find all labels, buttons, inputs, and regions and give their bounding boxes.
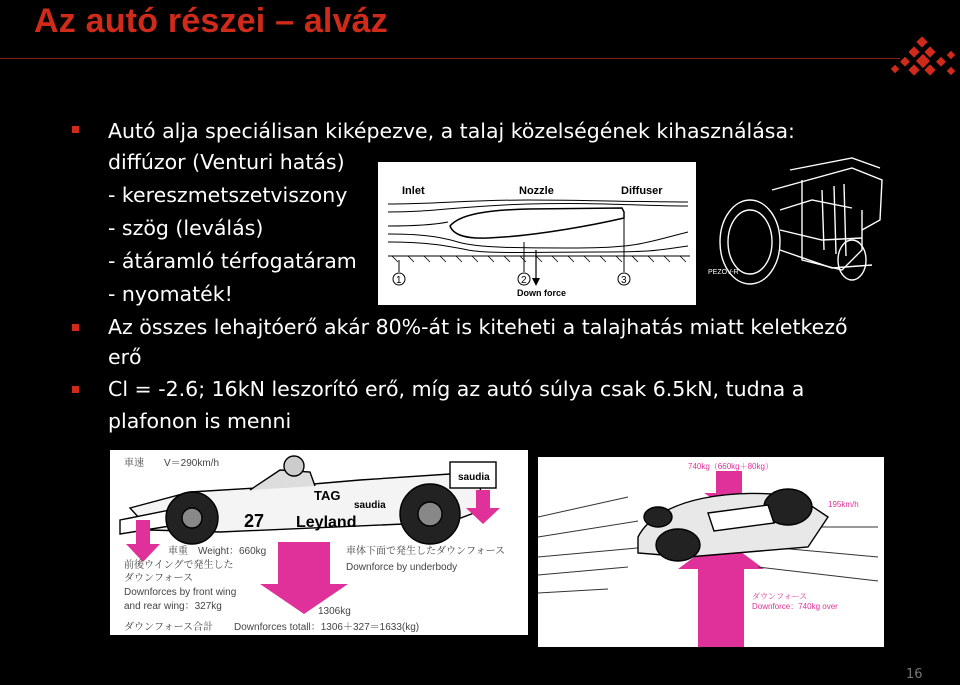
sketch-signature: PEZOV-R <box>708 269 739 276</box>
ceiling-down-jp: ダウンフォース <box>752 592 808 601</box>
bullet-text: Cl = -2.6; 16kN leszorító erő, míg az autó súlya csak 6.5kN, tudna a <box>108 377 805 401</box>
car-number: 27 <box>244 511 265 531</box>
bullet-marker <box>72 126 79 133</box>
page-number: 16 <box>906 667 923 682</box>
station-1: 1 <box>396 275 402 286</box>
car-sponsor: Leyland <box>296 514 357 531</box>
station-2: 2 <box>521 275 527 286</box>
ceiling-figure <box>538 457 884 647</box>
car-sponsor-3: TAG <box>314 488 341 503</box>
weight-jp: 車重 <box>168 546 188 557</box>
inlet-label: Inlet <box>402 185 425 197</box>
front-en-1: Downforces by front wing <box>124 587 237 598</box>
front-jp-1: 前後ウイングで発生した <box>124 560 234 571</box>
front-en-2: and rear wing：327kg <box>124 601 222 612</box>
bullet-text: Autó alja speciálisan kiképezve, a talaj közelségének kihasználása: <box>108 119 795 143</box>
bullet-text: Az összes lehajtóerő akár 80%-át is kiteheti a talajhatás miatt keletkező <box>108 315 848 339</box>
bullet-text: - szög (leválás) <box>108 216 264 240</box>
bullet-text: erő <box>108 345 142 369</box>
station-3: 3 <box>621 275 627 286</box>
weight-label: Weight：660kg <box>198 546 267 557</box>
underbody-en: Downforce by underbody <box>346 562 458 573</box>
nozzle-label: Nozzle <box>519 185 554 197</box>
front-jp-2: ダウンフォース <box>124 573 193 584</box>
downforce-label: Down force <box>517 288 567 298</box>
title-divider <box>0 58 900 59</box>
bullet-text: - nyomaték! <box>108 282 233 306</box>
underbody-value: 1306kg <box>318 606 351 617</box>
bullet-text: diffúzor (Venturi hatás) <box>108 150 345 174</box>
bullet-text: - kereszmetszetviszony <box>108 183 348 207</box>
bullet-text: plafonon is menni <box>108 409 292 433</box>
ceiling-speed: 195km/h <box>828 500 859 509</box>
diffuser-label: Diffuser <box>621 185 663 197</box>
ornament-icon <box>888 36 960 80</box>
venturi-diagram <box>378 162 696 305</box>
f1-rear-sketch <box>702 150 888 288</box>
speed-value: V＝290km/h <box>164 458 220 469</box>
slide-title: Az autó részei – alváz <box>34 2 388 40</box>
total-jp: ダウンフォース合計 <box>124 622 213 633</box>
car-sponsor-2: saudia <box>354 500 386 511</box>
bullet-marker <box>72 386 79 393</box>
ceiling-down-en: Downforce：740kg over <box>752 602 838 611</box>
car-downforce-figure <box>110 450 528 635</box>
ceiling-top-label: 740kg（660kg＋80kg） <box>688 462 773 471</box>
underbody-jp: 車体下面で発生したダウンフォース <box>346 546 505 557</box>
bullet-marker <box>72 324 79 331</box>
bullet-text: - átáramló térfogatáram <box>108 249 357 273</box>
car-sponsor-2b: saudia <box>458 472 490 483</box>
speed-jp: 車速 <box>124 458 144 469</box>
total-en: Downforces totall：1306＋327＝1633(kg) <box>234 622 420 633</box>
